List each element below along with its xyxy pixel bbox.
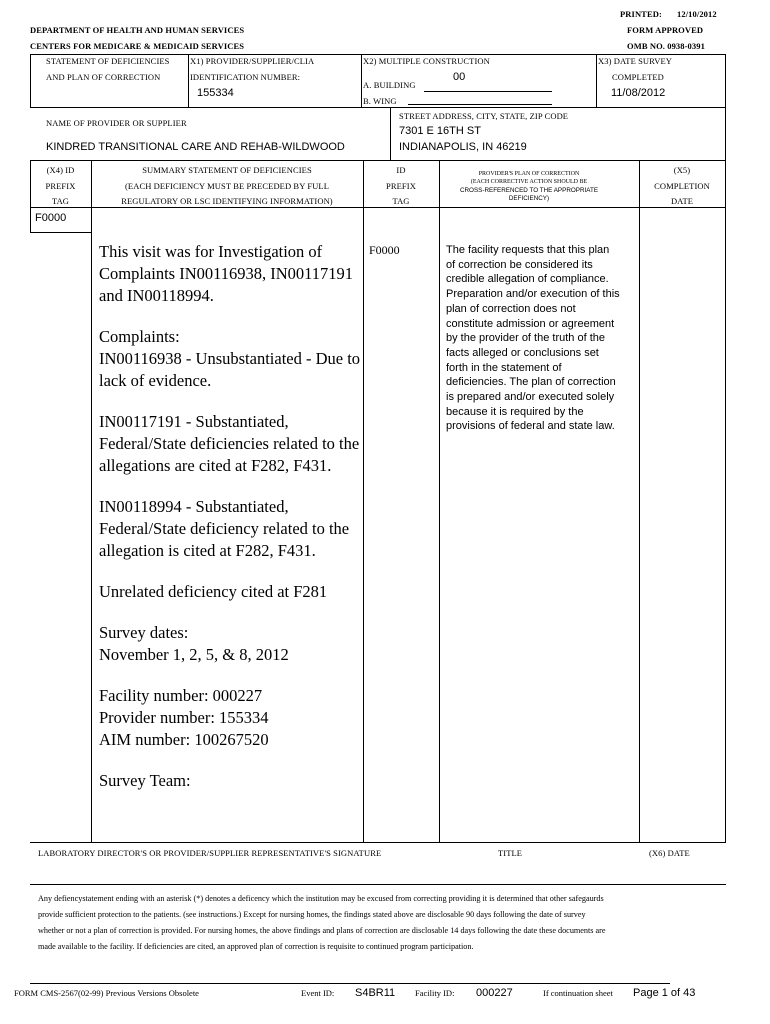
id-header: ID xyxy=(396,165,406,175)
form-approved: FORM APPROVED xyxy=(627,25,704,35)
rule-upper-left xyxy=(30,107,390,108)
x5-completion-header: COMPLETION xyxy=(654,181,710,191)
signature-label: LABORATORY DIRECTOR'S OR PROVIDER/SUPPLIER REPRESENTATIVE'S SIGNATURE xyxy=(38,848,382,858)
summary-paragraph: Unrelated deficiency cited at F281 xyxy=(99,582,328,601)
summary-header-1: SUMMARY STATEMENT OF DEFICIENCIES xyxy=(142,165,312,175)
street-address: 7301 E 16TH ST xyxy=(399,125,481,137)
printed-date: 12/10/2012 xyxy=(677,9,717,19)
rule-v-id xyxy=(439,160,440,842)
provider-name: KINDRED TRANSITIONAL CARE AND REHAB-WILDWOOD xyxy=(46,141,345,153)
wing-label: B. WING xyxy=(363,96,397,106)
summary-paragraph: IN00117191 - Substantiated, Federal/State deficiencies related to the allegations are cited at F282, F431. xyxy=(99,412,360,475)
poc-header-1: PROVIDER'S PLAN OF CORRECTION xyxy=(478,171,580,177)
page-number: Page 1 of 43 xyxy=(633,987,696,999)
x3-label-2: COMPLETED xyxy=(612,72,664,82)
rule-v-address xyxy=(390,107,391,160)
summary-paragraph: This visit was for Investigation of Complaints IN00116938, IN00117191 and IN00118994. xyxy=(99,242,354,305)
id-tag-header: TAG xyxy=(392,196,410,206)
omb-number: OMB NO. 0938-0391 xyxy=(627,41,705,51)
tag-right: F0000 xyxy=(369,243,400,257)
rule-columns-bottom xyxy=(30,207,726,208)
title-label: TITLE xyxy=(498,848,523,858)
rule-tag-box-bottom xyxy=(30,232,91,233)
building-underline xyxy=(424,91,552,92)
facility-id-value: 000227 xyxy=(476,987,513,999)
event-id-value: S4BR11 xyxy=(355,987,396,999)
form-number: FORM CMS-2567(02-99) Previous Versions Obsolete xyxy=(14,988,199,998)
department-title: DEPARTMENT OF HEALTH AND HUMAN SERVICES xyxy=(30,25,245,35)
x4-prefix-header: PREFIX xyxy=(45,181,76,191)
rule-v-right xyxy=(725,54,726,842)
rule-v-left-top xyxy=(30,54,31,107)
statement-label-2: AND PLAN OF CORRECTION xyxy=(46,72,161,82)
cms-title: CENTERS FOR MEDICARE & MEDICAID SERVICES xyxy=(30,41,245,51)
rule-upper-right xyxy=(390,107,726,108)
poc-header-2: (EACH CORRECTIVE ACTION SHOULD BE xyxy=(470,179,588,185)
summary-paragraph: Survey dates: November 1, 2, 5, & 8, 2012 xyxy=(99,623,289,664)
printed-label: PRINTED: xyxy=(620,9,662,19)
rule-v-summary xyxy=(363,160,364,842)
x1-label-2: IDENTIFICATION NUMBER: xyxy=(190,72,301,82)
summary-paragraph: Facility number: 000227 Provider number: 155334 AIM number: 100267520 xyxy=(99,686,269,749)
event-id-label: Event ID: xyxy=(301,988,335,998)
id-prefix-header: PREFIX xyxy=(386,181,416,191)
summary-statement xyxy=(99,241,361,792)
x2-label: X2) MULTIPLE CONSTRUCTION xyxy=(363,56,490,66)
plan-of-correction-text: The facility requests that this plan of correction be considered its credible allegation of compliance. Preparation and/or execution of this plan of correction does not constitute admission or agreement by the provider of the truth of the facts alleged or conclusions set forth in the statement of deficiencies. The plan of correction is prepared and/or executed solely because it is required by the provisions of federal and state law. xyxy=(446,244,620,433)
provider-name-label: NAME OF PROVIDER OR SUPPLIER xyxy=(46,118,187,128)
rule-v-tag xyxy=(91,160,92,842)
rule-v-x2 xyxy=(361,54,362,107)
statement-label-1: STATEMENT OF DEFICIENCIES xyxy=(46,56,170,66)
building-value: 00 xyxy=(453,71,466,83)
rule-footer xyxy=(30,983,670,984)
tag-left: F0000 xyxy=(35,212,67,224)
rule-provider-bottom xyxy=(30,160,726,161)
x3-label: X3) DATE SURVEY xyxy=(598,56,673,66)
x4-tag-header: TAG xyxy=(51,196,70,206)
rule-body-bottom xyxy=(30,842,726,843)
rule-top xyxy=(30,54,726,55)
x5-date-header: DATE xyxy=(670,196,694,206)
summary-header-2: (EACH DEFICIENCY MUST BE PRECEDED BY FULL xyxy=(124,181,330,191)
disclaimer-text: Any defiencystatement ending with an asterisk (*) denotes a deficency which the institution may be excused from correcting providing it is determined that other safegaurds provide sufficient protection to the patients. (see instructions.) Except for nursing homes, the findings stated above are disclosable 90 days following the date of survey whether or not a plan of correction is provided. For nursing homes, the above findings and plans of correction are disclosable 14 days following the date these documents are made available to the facility. If deficiencies are cited, an approved plan of correction is requisite to continued program participation. xyxy=(38,894,606,951)
rule-v-left-body xyxy=(30,160,31,233)
x5-header: (X5) xyxy=(673,165,691,175)
rule-v-x3 xyxy=(596,54,597,107)
poc-header-4: DEFICIENCY) xyxy=(508,195,550,202)
rule-v-poc xyxy=(639,160,640,842)
summary-paragraph: IN00118994 - Substantiated, Federal/State deficiency related to the allegation is cited at F282, F431. xyxy=(99,497,350,560)
x4-id-header: (X4) ID xyxy=(46,165,75,175)
building-label: A. BUILDING xyxy=(363,80,416,90)
summary-header-3: REGULATORY OR LSC IDENTIFYING INFORMATION) xyxy=(121,196,333,206)
city-state-zip: INDIANAPOLIS, IN 46219 xyxy=(399,141,527,153)
summary-paragraph: Survey Team: xyxy=(99,771,191,790)
provider-id-value: 155334 xyxy=(197,87,234,99)
x1-label: X1) PROVIDER/SUPPLIER/CLIA xyxy=(190,56,315,66)
continuation-label: If continuation sheet xyxy=(543,988,613,998)
rule-signature-bottom xyxy=(30,884,726,885)
wing-underline xyxy=(408,104,552,105)
rule-v-x1 xyxy=(188,54,189,107)
poc-header-3: CROSS-REFERENCED TO THE APPROPRIATE xyxy=(459,187,599,194)
address-label: STREET ADDRESS, CITY, STATE, ZIP CODE xyxy=(399,111,569,121)
survey-date-value: 11/08/2012 xyxy=(611,87,666,99)
summary-paragraph: Complaints: IN00116938 - Unsubstantiated - Due to lack of evidence. xyxy=(99,327,361,390)
facility-id-label: Facility ID: xyxy=(415,988,455,998)
x6-date-label: (X6) DATE xyxy=(649,848,690,858)
